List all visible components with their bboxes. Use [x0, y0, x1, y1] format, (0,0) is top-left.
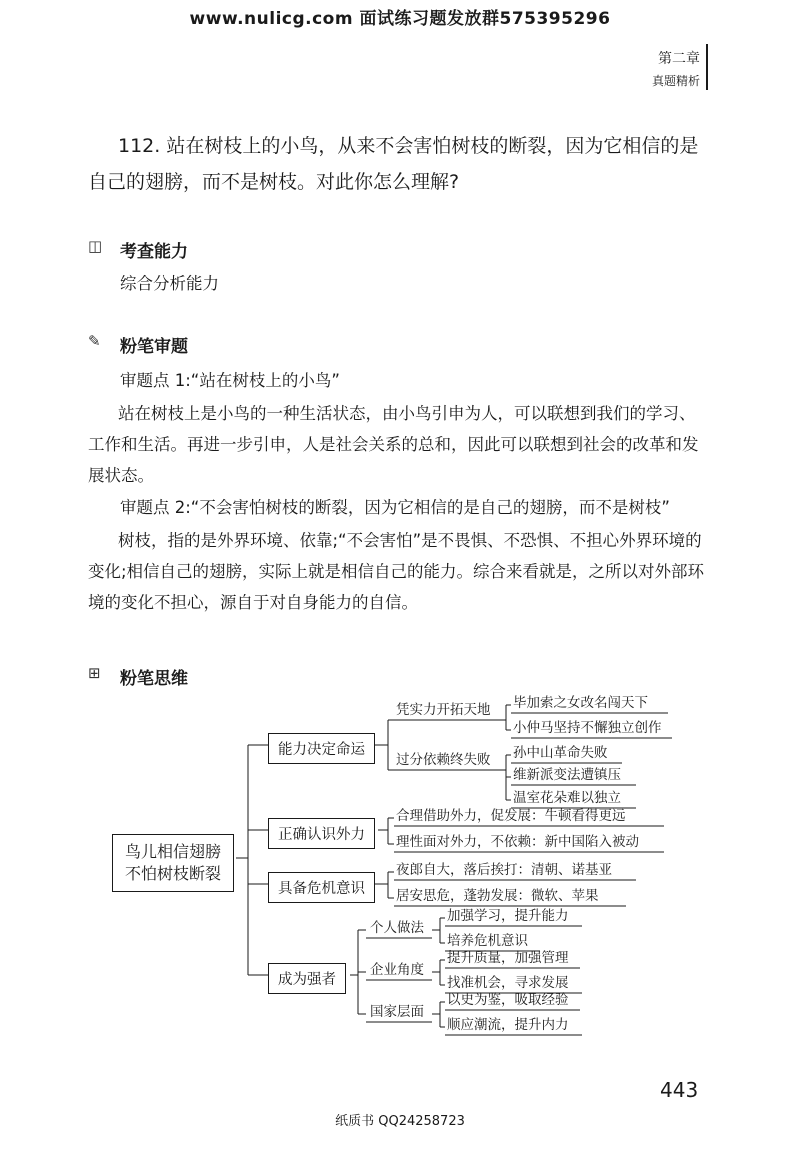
review-point1-text: 站在树枝上是小鸟的一种生活状态，由小鸟引申为人，可以联想到我们的学习、工作和生活。再进一步引申，人是社会关系的总和，因此可以联想到社会的改革和发展状态。	[88, 404, 699, 485]
mindmap-sub-personal: 个人做法	[370, 920, 424, 936]
mindmap-leaf: 培养危机意识	[447, 933, 528, 949]
thinking-heading-text: 粉笔思维	[120, 669, 188, 689]
review-point1-title: 审题点 1:“站在树枝上的小鸟”	[120, 371, 340, 390]
mindmap-sub-strength: 凭实力开拓天地	[396, 702, 491, 718]
mindmap-root: 鸟儿相信翅膀不怕树枝断裂	[112, 834, 234, 892]
question-text: 112. 站在树枝上的小鸟，从来不会害怕树枝的断裂，因为它相信的是自己的翅膀，而不是树枝。对此你怎么理解?	[88, 135, 699, 193]
book-icon: ◫	[88, 237, 103, 255]
mindmap-leaf: 提升质量，加强管理	[447, 950, 569, 966]
review-point2-text: 树枝，指的是外界环境、依靠;“不会害怕”是不畏惧、不恐惧、不担心外界环境的变化;相信自己的翅膀，实际上就是相信自己的能力。综合来看就是，之所以对外部环境的变化不担心，源自于对自身能力的自信。	[88, 531, 705, 612]
mindmap-sub-enterprise: 企业角度	[370, 962, 424, 978]
mindmap-sub-dependence: 过分依赖终失败	[396, 752, 491, 768]
mindmap-leaf: 孙中山革命失败	[513, 745, 608, 761]
mindmap-leaf: 居安思危，蓬勃发展：微软、苹果	[396, 888, 599, 904]
mindmap-leaf: 以史为鉴，吸取经验	[447, 992, 569, 1008]
mindmap-leaf: 维新派变法遭镇压	[513, 767, 621, 783]
ability-content: 综合分析能力	[120, 274, 219, 293]
mindmap-leaf: 小仲马坚持不懈独立创作	[513, 720, 662, 736]
mindmap-branch-external: 正确认识外力	[268, 818, 375, 849]
mindmap-sub-nation: 国家层面	[370, 1004, 424, 1020]
mindmap-leaf: 找准机会，寻求发展	[447, 975, 569, 991]
page-number: 443	[660, 1078, 699, 1102]
mindmap-leaf: 夜郎自大，落后挨打：清朝、诺基亚	[396, 862, 612, 878]
watermark: www.nulicg.com 面试练习题发放群575395296	[189, 9, 611, 29]
mindmap-branch-ability: 能力决定命运	[268, 733, 375, 764]
mindmap-leaf: 加强学习，提升能力	[447, 908, 569, 924]
mindmap-leaf: 理性面对外力，不依赖：新中国陷入被动	[396, 834, 639, 850]
footer: 纸质书 QQ24258723	[335, 1114, 465, 1129]
mindmap-leaf: 合理借助外力，促发展：牛顿看得更远	[396, 808, 626, 824]
review-point2-title: 审题点 2:“不会害怕树枝的断裂，因为它相信的是自己的翅膀，而不是树枝”	[120, 498, 670, 517]
review-heading-text: 粉笔审题	[120, 337, 188, 357]
mindmap-icon: ⊞	[88, 664, 101, 682]
mindmap-leaf: 顺应潮流，提升内力	[447, 1017, 569, 1033]
chapter-subtitle: 真题精析	[651, 74, 700, 88]
ability-heading-text: 考查能力	[120, 242, 188, 262]
mindmap-branch-crisis: 具备危机意识	[268, 872, 375, 903]
chapter-title: 第二章	[658, 51, 700, 67]
mindmap-leaf: 温室花朵难以独立	[513, 790, 621, 806]
mindmap-branch-strong: 成为强者	[268, 963, 346, 994]
pen-icon: ✎	[88, 332, 101, 350]
mindmap-leaf: 毕加索之女改名闯天下	[513, 695, 648, 711]
